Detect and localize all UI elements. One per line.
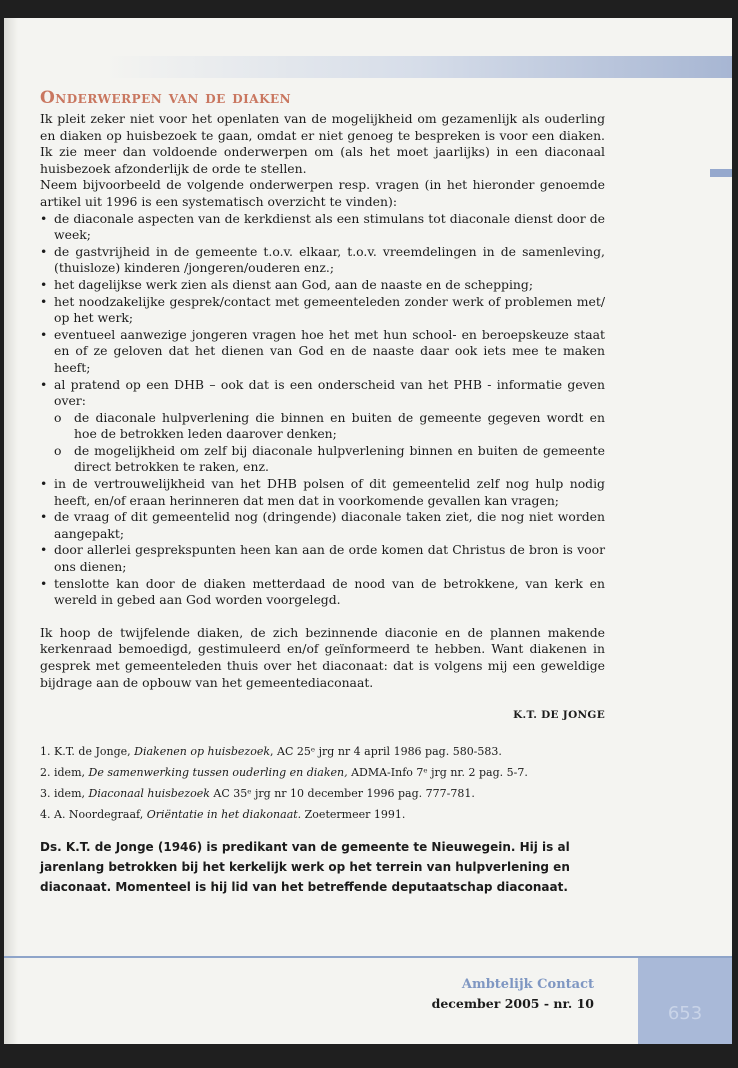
closing-paragraph: Ik hoop de twijfelende diaken, de zich bezinnende diaconie en de plannen makende kerkenraad bemoedigd, gestimuleerd en/of geïnformeerd te hebben. Want diakenen in gesprek met gemeenteleden thuis over het diaconaat: dat is volgens mij een geweldige bijdrage aan de opbouw van het gemeentediaconaat. bbox=[40, 624, 605, 690]
list-item: • het dagelijkse werk zien als dienst aan God, aan de naaste en de schepping; bbox=[40, 277, 605, 294]
reference-author: idem, bbox=[54, 765, 89, 779]
side-tab-marker bbox=[710, 169, 732, 177]
reference-source: , AC 25ᵉ jrg nr 4 april 1986 pag. 580-583. bbox=[270, 744, 502, 758]
reference-title: Diakenen op huisbezoek bbox=[134, 744, 271, 758]
reference-number: 4. bbox=[40, 807, 51, 821]
page-gutter-shadow bbox=[4, 18, 18, 1044]
author-signature: K.T. DE JONGE bbox=[513, 709, 605, 722]
list-item: • in de vertrouwelijkheid van het DHB polsen of dit gemeentelid zelf nog hulp nodig heeft, en/of eraan herinneren dat men dat in voorkomende gevallen kan vragen; bbox=[40, 476, 605, 509]
page-number: 653 bbox=[667, 1003, 703, 1024]
footer-info bbox=[432, 976, 594, 1014]
reference-source: Zoetermeer 1991. bbox=[301, 807, 406, 821]
author-bio: Ds. K.T. de Jonge (1946) is predikant van de gemeente te Nieuwegein. Hij is al jarenlang betrokken bij het kerkelijk werk op het terrein van hulpverlening en diaconaat. Momenteel is hij lid van het betreffende deputaatschap diaconaat. bbox=[40, 839, 570, 894]
article-title: Onderwerpen van de diaken bbox=[40, 88, 292, 108]
reference-author: A. Noordegraaf, bbox=[54, 807, 147, 821]
reference-item bbox=[40, 744, 605, 760]
reference-source: ADMA-Info 7ᵉ jrg nr. 2 pag. 5-7. bbox=[347, 765, 528, 779]
reference-number: 2. bbox=[40, 765, 51, 779]
intro-paragraph-1: Ik pleit zeker niet voor het openlaten van de mogelijkheid om gezamenlijk als ouderling en diaken op huisbezoek te gaan, omdat er niet genoeg te bespreken is voor een diaken. Ik zie meer dan voldoende onderwerpen om (als het moet jaarlijks) in een diaconaal huisbezoek afzonderlijk de orde te stellen. bbox=[40, 111, 605, 176]
reference-author: K.T. de Jonge, bbox=[54, 744, 135, 758]
list-item: • de vraag of dit gemeentelid nog (dringende) diaconale taken ziet, die nog niet worden aangepakt; bbox=[40, 509, 605, 542]
reference-item bbox=[40, 765, 605, 781]
issue-date: december 2005 - nr. 10 bbox=[431, 996, 594, 1011]
list-item: • eventueel aanwezige jongeren vragen hoe het met hun school- en beroepskeuze staat en of ze geloven dat het dienen van God en de naaste daar ook iets mee te maken heeft; bbox=[40, 327, 605, 377]
header-color-band bbox=[104, 56, 732, 78]
page bbox=[4, 18, 732, 1044]
reference-number: 1. bbox=[40, 744, 51, 758]
magazine-name: Ambtelijk Contact bbox=[461, 977, 594, 992]
references-list bbox=[40, 744, 605, 823]
list-item: • door allerlei gesprekspunten heen kan aan de orde komen dat Christus de bron is voor ons dienen; bbox=[40, 542, 605, 575]
intro-paragraph-2: Neem bijvoorbeeld de volgende onderwerpen resp. vragen (in het hieronder genoemde artikel uit 1996 is een systematisch overzicht te vinden): bbox=[40, 177, 605, 209]
sub-topic-list bbox=[54, 410, 605, 476]
reference-author: idem, bbox=[54, 786, 89, 800]
list-item-with-sublist bbox=[40, 377, 605, 477]
article-content bbox=[40, 88, 605, 897]
list-item: • het noodzakelijke gesprek/contact met gemeenteleden zonder werk of problemen met/ op het werk; bbox=[40, 294, 605, 327]
reference-title: Diaconaal huisbezoek bbox=[88, 786, 210, 800]
reference-number: 3. bbox=[40, 786, 51, 800]
list-item: • tenslotte kan door de diaken metterdaad de nood van de betrokkene, van kerk en wereld in gebed aan God worden voorgelegd. bbox=[40, 576, 605, 609]
footer-rule bbox=[4, 956, 732, 958]
list-item-text: al pratend op een DHB – ook dat is een onderscheid van het PHB - informatie geven over: bbox=[54, 376, 605, 409]
reference-title: De samenwerking tussen ouderling en diaken, bbox=[88, 765, 348, 779]
sub-list-item: o de diaconale hulpverlening die binnen en buiten de gemeente gegeven wordt en hoe de betrokken leden daarover denken; bbox=[54, 410, 605, 443]
list-item: • de gastvrijheid in de gemeente t.o.v. elkaar, t.o.v. vreemdelingen in de samenleving, (thuisloze) kinderen /jongeren/ouderen enz.; bbox=[40, 244, 605, 277]
topic-list bbox=[40, 211, 605, 609]
sub-list-item: o de mogelijkheid om zelf bij diaconale hulpverlening binnen en buiten de gemeente direct betrokken te raken, enz. bbox=[54, 443, 605, 476]
page-number-box bbox=[638, 958, 732, 1044]
reference-source: AC 35ᵉ jrg nr 10 december 1996 pag. 777-781. bbox=[209, 786, 475, 800]
spacer bbox=[40, 609, 605, 625]
reference-title: Oriëntatie in het diakonaat. bbox=[146, 807, 302, 821]
list-item: • de diaconale aspecten van de kerkdienst als een stimulans tot diaconale dienst door de week; bbox=[40, 211, 605, 244]
reference-item bbox=[40, 786, 605, 802]
reference-item bbox=[40, 807, 605, 823]
